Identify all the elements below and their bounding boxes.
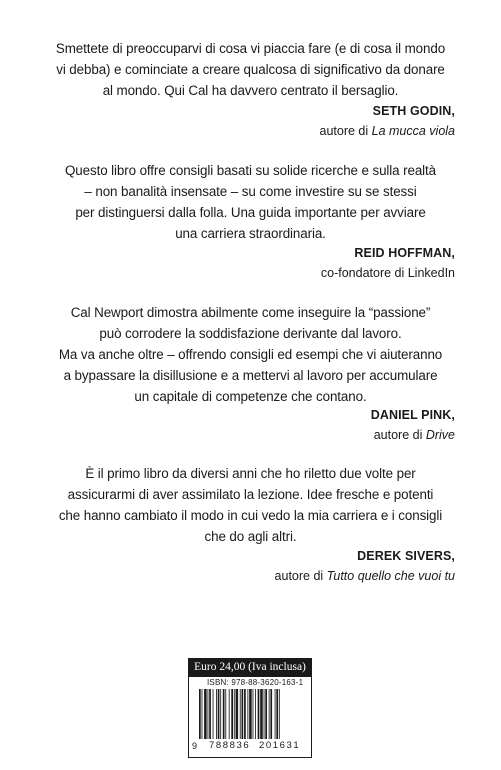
- author-name: SETH GODIN,: [372, 104, 455, 118]
- barcode-left-digits: 788836: [209, 740, 251, 751]
- barcode-bar: [208, 689, 209, 739]
- barcode-bar: [275, 689, 276, 739]
- author-name: DEREK SIVERS,: [357, 549, 455, 563]
- quote-line: Questo libro offre consigli basati su solide ricerche e sulla realtà: [64, 163, 437, 178]
- barcode-bar: [204, 689, 207, 739]
- barcode-bar: [202, 689, 203, 739]
- barcode-bar: [265, 689, 267, 739]
- barcode-bar: [276, 689, 278, 739]
- barcode-bar: [213, 689, 214, 739]
- barcode-bar: [255, 689, 256, 739]
- barcode-bar: [220, 689, 221, 739]
- barcode-bar: [225, 689, 226, 739]
- author-role: co-fondatore di LinkedIn: [320, 266, 455, 280]
- barcode-first-digit: 9: [192, 741, 198, 751]
- barcode-bar: [253, 689, 254, 739]
- barcode-bar: [249, 689, 252, 739]
- author-role: autore di La mucca viola: [319, 124, 455, 138]
- barcode-bar: [229, 689, 230, 739]
- barcode-bar: [260, 689, 263, 739]
- quote-line: Ma va anche oltre – offrendo consigli ed esempi che vi aiuteranno: [58, 347, 443, 362]
- quote-line: a bypassare la disillusione e a mettervi al lavoro per accumulare: [63, 368, 438, 383]
- barcode-bar: [231, 689, 233, 739]
- testimonial-2-author: [321, 243, 455, 283]
- barcode-bar: [247, 689, 248, 739]
- barcode-bar: [269, 689, 270, 739]
- quote-line: una carriera straordinaria.: [175, 226, 326, 241]
- barcode-bar: [270, 689, 272, 739]
- barcode-bar: [279, 689, 280, 739]
- quote-line: assicurarmi di aver assimilato la lezione. Idee fresche e potenti: [67, 487, 434, 502]
- quote-line: – non banalità insensate – su come investire su se stessi: [84, 184, 417, 199]
- barcode-bar: [234, 689, 235, 739]
- quote-line: che hanno cambiato il modo in cui vedo la mia carriera e i consigli: [58, 508, 443, 523]
- barcode-bar: [236, 689, 239, 739]
- quote-line: al mondo. Qui Cal ha davvero centrato il bersaglio.: [102, 83, 399, 98]
- barcode-bar: [199, 689, 201, 739]
- barcode-bar: [240, 689, 241, 739]
- testimonial-1-author: [320, 101, 456, 141]
- barcode-bar: [223, 689, 225, 739]
- quote-line: un capitale di competenze che contano.: [134, 389, 367, 404]
- barcode-bar: [242, 689, 244, 739]
- testimonial-3-author: [371, 405, 455, 445]
- barcode-bar: [209, 689, 211, 739]
- author-role: autore di Tutto quello che vuoi tu: [274, 569, 455, 583]
- quote-line: può corrodere la soddisfazione derivante dal lavoro.: [99, 326, 402, 341]
- barcode-bars: [195, 689, 305, 741]
- price-label: Euro 24,00 (Iva inclusa): [188, 658, 312, 676]
- quote-line: che do agli altri.: [204, 529, 297, 544]
- author-name: REID HOFFMAN,: [354, 246, 455, 260]
- author-role: autore di Drive: [373, 428, 455, 442]
- quote-line: per distinguersi dalla folla. Una guida importante per avviare: [75, 205, 426, 220]
- barcode-bar: [264, 689, 265, 739]
- author-name: DANIEL PINK,: [370, 408, 455, 422]
- barcode-right-digits: 201631: [259, 740, 301, 751]
- isbn-text: ISBN: 978-88-3620-163-1: [207, 678, 304, 687]
- testimonial-1-quote: [36, 38, 465, 101]
- quote-line: Smettete di preoccuparvi di cosa vi piaccia fare (e di cosa il mondo: [55, 41, 446, 56]
- barcode: [188, 676, 312, 758]
- quote-line: Cal Newport dimostra abilmente come inseguire la “passione”: [70, 305, 431, 320]
- quote-line: vi debba) e cominciate a creare qualcosa di significativo da donare: [56, 62, 445, 77]
- testimonial-4-author: [275, 546, 455, 586]
- testimonial-4-quote: [36, 463, 465, 547]
- barcode-bar: [218, 689, 220, 739]
- testimonial-2-quote: [36, 160, 465, 244]
- barcode-bar: [216, 689, 217, 739]
- barcode-bar: [244, 689, 246, 739]
- quote-line: È il primo libro da diversi anni che ho riletto due volte per: [85, 466, 416, 481]
- barcode-bar: [258, 689, 260, 739]
- testimonial-3-quote: [36, 302, 465, 407]
